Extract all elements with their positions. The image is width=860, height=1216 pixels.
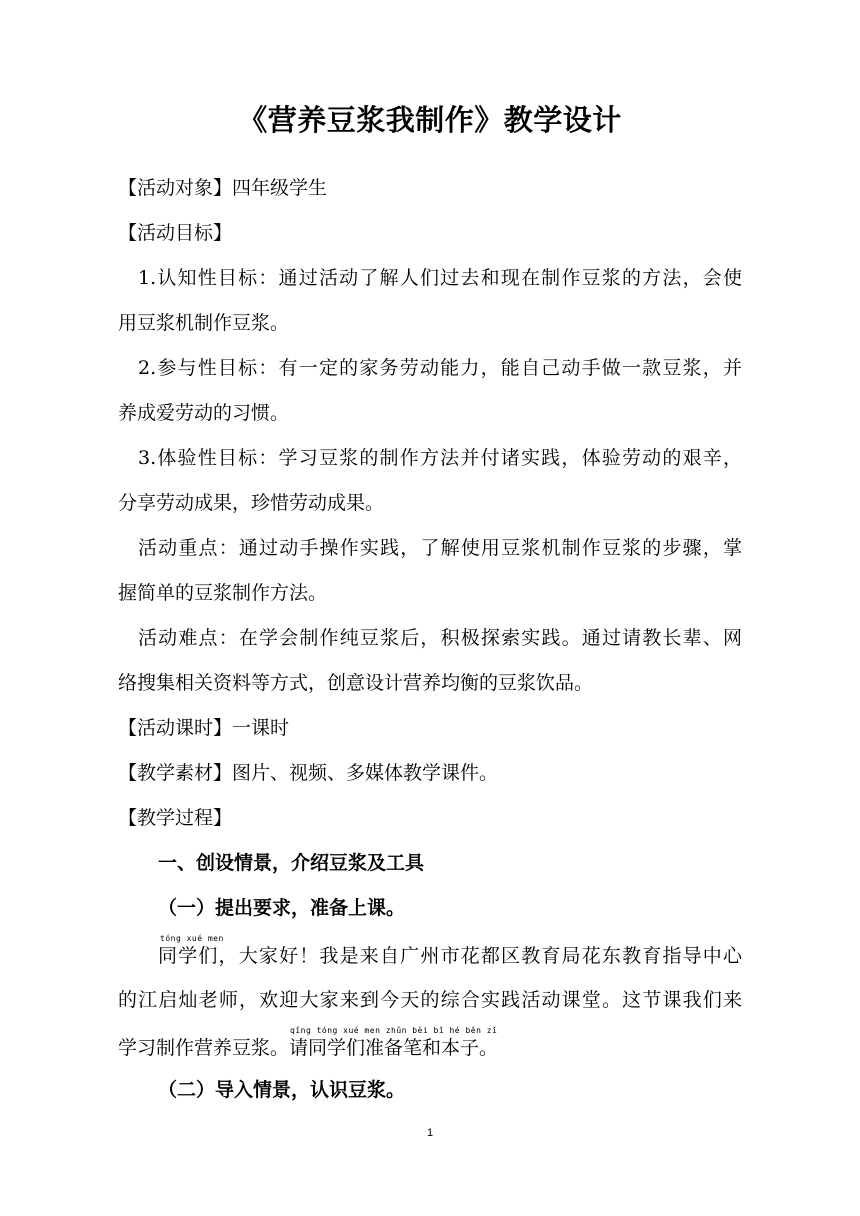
- process-heading: 【教学过程】: [118, 807, 233, 829]
- step-1a-text-line-1: 同学们，大家好！我是来自广州市花都区教育局花东教育指导中心: [158, 945, 742, 967]
- step-1a-text-line-3: 学习制作营养豆浆。请同学们准备笔和本子。: [118, 1037, 499, 1059]
- goals-heading: 【活动目标】: [118, 222, 233, 244]
- pinyin-annotation-2: qǐng tóng xué men zhǔn bèi bǐ hé běn zǐ: [290, 1026, 498, 1035]
- document-title: 《营养豆浆我制作》教学设计: [238, 103, 622, 137]
- difficulty-line-2: 络搜集相关资料等方式，创意设计营养均衡的豆浆饮品。: [118, 672, 594, 694]
- goal-2-line-2: 养成爱劳动的习惯。: [118, 402, 290, 424]
- step-1-heading: 一、创设情景，介绍豆浆及工具: [158, 852, 425, 874]
- page-number: 1: [426, 1127, 434, 1139]
- step-1a-heading: （一）提出要求，准备上课。: [158, 897, 406, 919]
- teaching-materials: 【教学素材】图片、视频、多媒体教学课件。: [118, 762, 499, 784]
- focus-line-1: 活动重点：通过动手操作实践，了解使用豆浆机制作豆浆的步骤，掌: [138, 537, 742, 559]
- goal-1-line-1: 1.认知性目标：通过活动了解人们过去和现在制作豆浆的方法，会使: [138, 267, 742, 289]
- activity-target: 【活动对象】四年级学生: [118, 177, 328, 199]
- goal-3-line-1: 3.体验性目标：学习豆浆的制作方法并付诸实践，体验劳动的艰辛，: [138, 447, 742, 469]
- difficulty-line-1: 活动难点：在学会制作纯豆浆后，积极探索实践。通过请教长辈、网: [138, 627, 742, 649]
- class-hours: 【活动课时】一课时: [118, 717, 290, 739]
- pinyin-annotation-1: tóng xué men: [160, 934, 224, 943]
- goal-1-line-2: 用豆浆机制作豆浆。: [118, 312, 290, 334]
- step-1a-text-line-2: 的江启灿老师，欢迎大家来到今天的综合实践活动课堂。这节课我们来: [118, 989, 742, 1011]
- goal-3-line-2: 分享劳动成果，珍惜劳动成果。: [118, 492, 385, 514]
- focus-line-2: 握简单的豆浆制作方法。: [118, 582, 328, 604]
- step-1b-heading: （二）导入情景，认识豆浆。: [158, 1079, 406, 1101]
- goal-2-line-1: 2.参与性目标：有一定的家务劳动能力，能自己动手做一款豆浆，并: [138, 357, 742, 379]
